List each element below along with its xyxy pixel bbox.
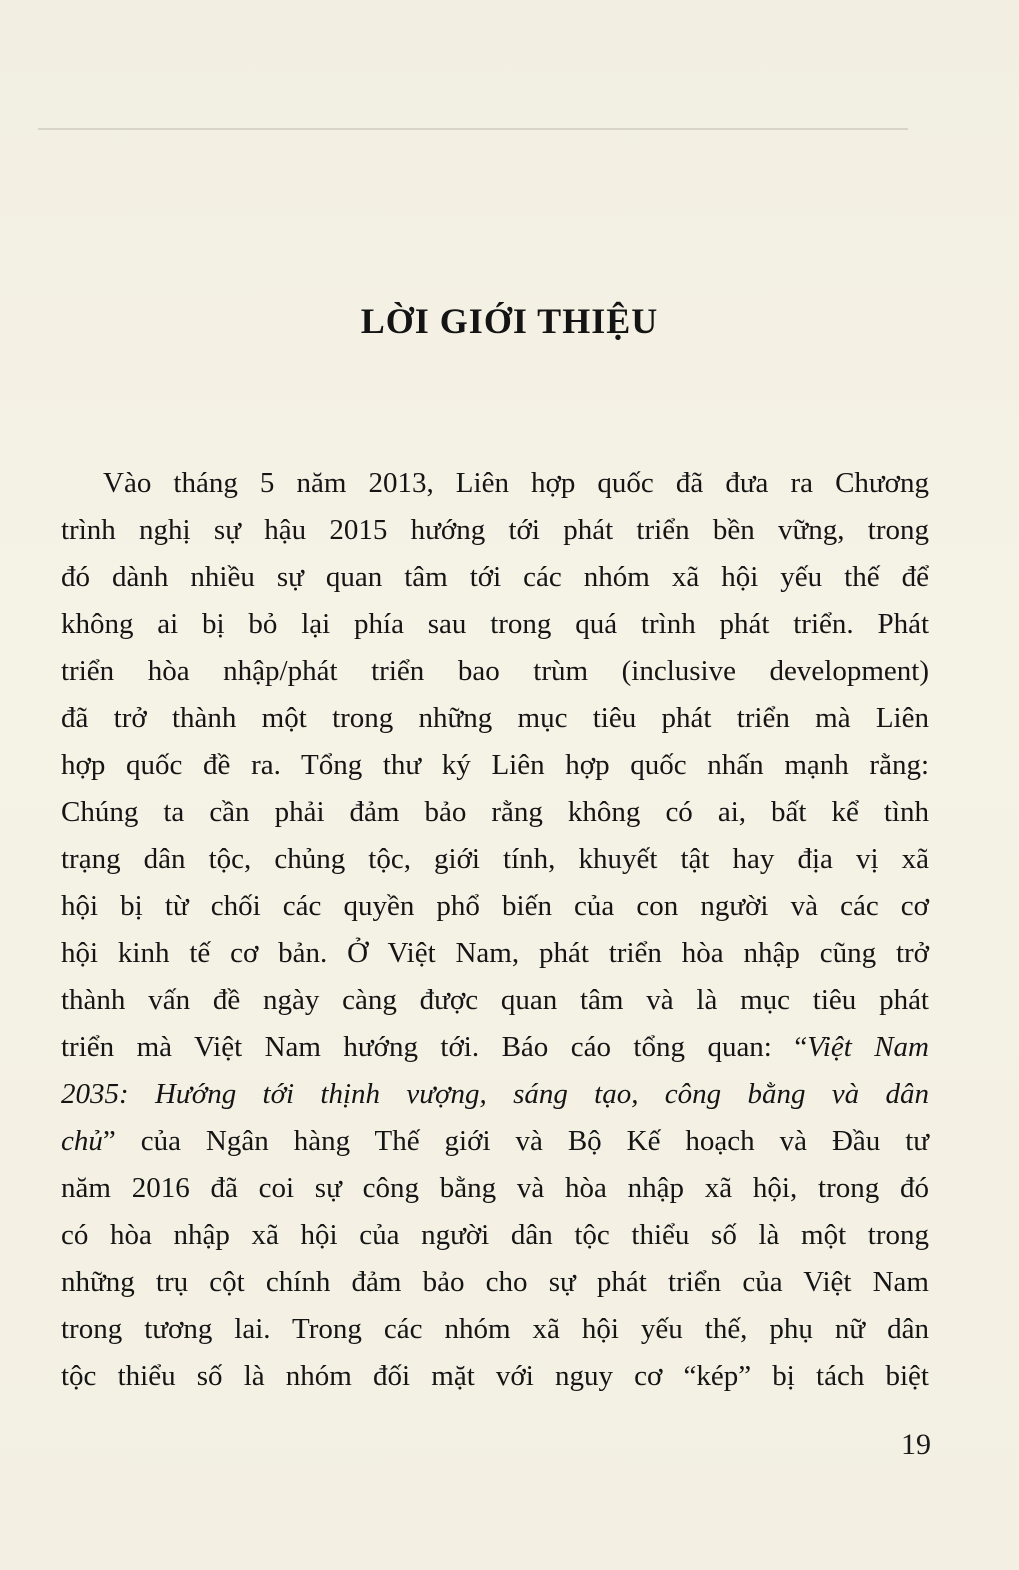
text-line: năm 2016 đã coi sự công bằng và hòa nhập xã hội, trong đó <box>61 1172 929 1204</box>
body-paragraph <box>61 460 929 1400</box>
page-title: LỜI GIỚI THIỆU <box>360 301 659 341</box>
text-line: trong tương lai. Trong các nhóm xã hội yếu thế, phụ nữ dân <box>61 1313 929 1345</box>
text-segment: triển mà Việt Nam hướng tới. Báo cáo tổng quan: “ <box>61 1031 808 1063</box>
text-line: những trụ cột chính đảm bảo cho sự phát triển của Việt Nam <box>61 1266 929 1298</box>
page-number: 19 <box>901 1428 931 1461</box>
text-line <box>61 1024 929 1071</box>
text-line: có hòa nhập xã hội của người dân tộc thiểu số là một trong <box>61 1219 929 1251</box>
text-line: hợp quốc đề ra. Tổng thư ký Liên hợp quốc nhấn mạnh rằng: <box>61 749 929 781</box>
text-line: thành vấn đề ngày càng được quan tâm và là mục tiêu phát <box>61 984 929 1016</box>
text-line <box>61 1118 929 1165</box>
show-through-rule <box>38 128 908 130</box>
text-line: Vào tháng 5 năm 2013, Liên hợp quốc đã đưa ra Chương <box>103 467 929 499</box>
text-line: không ai bị bỏ lại phía sau trong quá trình phát triển. Phát <box>61 608 929 640</box>
text-line <box>61 1071 929 1118</box>
text-line: đó dành nhiều sự quan tâm tới các nhóm xã hội yếu thế để <box>61 561 929 593</box>
text-line: trình nghị sự hậu 2015 hướng tới phát triển bền vững, trong <box>61 514 929 546</box>
italic-book-title: 2035: Hướng tới thịnh vượng, sáng tạo, công bằng và dân <box>61 1078 929 1110</box>
italic-book-title: chủ <box>61 1125 103 1157</box>
text-line: trạng dân tộc, chủng tộc, giới tính, khuyết tật hay địa vị xã <box>61 843 929 875</box>
text-line: triển hòa nhập/phát triển bao trùm (inclusive development) <box>61 655 929 687</box>
text-line: tộc thiểu số là nhóm đối mặt với nguy cơ “kép” bị tách biệt <box>61 1360 929 1392</box>
text-line: Chúng ta cần phải đảm bảo rằng không có ai, bất kể tình <box>61 796 929 828</box>
italic-book-title: Việt Nam <box>807 1031 929 1063</box>
text-line: đã trở thành một trong những mục tiêu phát triển mà Liên <box>61 702 929 734</box>
text-line: hội kinh tế cơ bản. Ở Việt Nam, phát triển hòa nhập cũng trở <box>61 937 929 969</box>
text-line: hội bị từ chối các quyền phổ biến của con người và các cơ <box>61 890 929 922</box>
text-segment: ” của Ngân hàng Thế giới và Bộ Kế hoạch và Đầu tư <box>102 1125 929 1157</box>
